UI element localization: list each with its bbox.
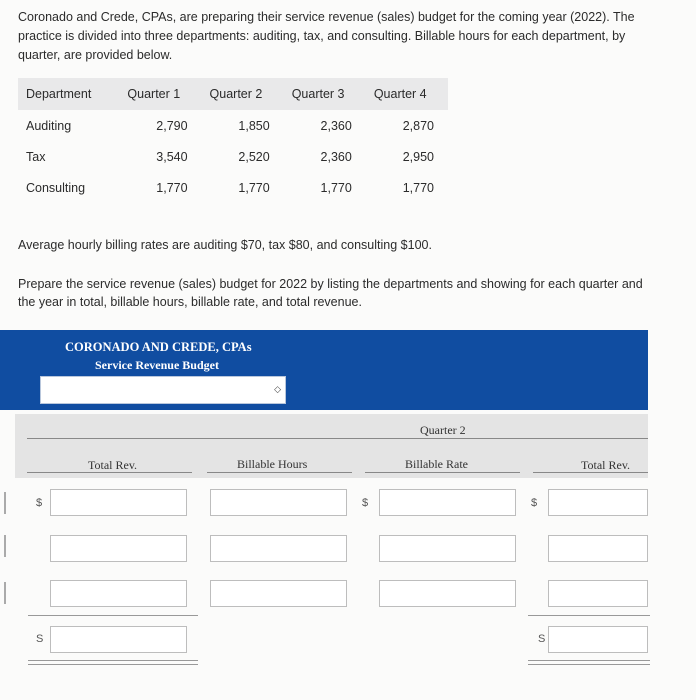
consulting-billable-hours-input[interactable] bbox=[210, 580, 347, 607]
dollar-sign: S bbox=[538, 633, 546, 645]
billable-hours-table bbox=[18, 78, 448, 203]
header-quarter-1: Quarter 1 bbox=[127, 87, 181, 101]
auditing-billable-hours-input[interactable] bbox=[210, 489, 347, 516]
header-quarter-3: Quarter 3 bbox=[291, 87, 345, 101]
subtotal-rule bbox=[28, 615, 198, 616]
consulting-total-rev-q1-input[interactable] bbox=[50, 580, 187, 607]
tax-total-rev-q1-input[interactable] bbox=[50, 535, 187, 562]
company-name: CORONADO AND CREDE, CPAs bbox=[65, 340, 252, 354]
instructions-text: Prepare the service revenue (sales) budget for 2022 by listing the departments and showing for each quarter and the year in total, billable hours, billable rate, and total revenue. bbox=[18, 277, 643, 309]
total-double-rule bbox=[528, 660, 650, 665]
department-cell: Auditing bbox=[26, 118, 72, 133]
header-quarter-4: Quarter 4 bbox=[373, 87, 427, 101]
table-row bbox=[18, 141, 448, 172]
select-chevron-icon: ◇ bbox=[274, 384, 281, 394]
tax-total-rev-q2-input[interactable] bbox=[548, 535, 648, 562]
budget-subtitle: Service Revenue Budget bbox=[95, 358, 219, 372]
consulting-billable-rate-input[interactable] bbox=[379, 580, 516, 607]
col-total-rev-q1: Total Rev. bbox=[88, 458, 138, 472]
hours-cell: 2,870 bbox=[402, 118, 434, 133]
dollar-sign: $ bbox=[531, 497, 538, 509]
col-total-rev-q2: Total Rev. bbox=[581, 458, 631, 472]
total-double-rule bbox=[28, 660, 198, 665]
hours-cell: 1,770 bbox=[320, 180, 352, 195]
col-billable-rate: Billable Rate bbox=[405, 457, 468, 471]
intro-paragraph: Coronado and Crede, CPAs, are preparing their service revenue (sales) budget for the coming year (2022). The practice is divided into three departments: auditing, tax, and consulting. Billable hours for each department, by quarter, are provided below. bbox=[18, 10, 635, 62]
hours-cell: 1,850 bbox=[238, 118, 270, 133]
dollar-sign: $ bbox=[362, 497, 369, 509]
subtotal-rule bbox=[528, 615, 650, 616]
header-rule bbox=[207, 438, 648, 439]
auditing-total-rev-q1-input[interactable] bbox=[50, 489, 187, 516]
column-header-band bbox=[15, 414, 648, 478]
hours-cell: 1,770 bbox=[238, 180, 270, 195]
total-rev-q2-input[interactable] bbox=[548, 626, 648, 653]
row-bracket bbox=[0, 582, 6, 604]
dollar-sign: $ bbox=[36, 497, 43, 509]
department-cell: Tax bbox=[26, 149, 46, 164]
department-cell: Consulting bbox=[26, 180, 86, 195]
consulting-total-rev-q2-input[interactable] bbox=[548, 580, 648, 607]
col-billable-hours: Billable Hours bbox=[237, 457, 308, 471]
billing-rates-text: Average hourly billing rates are auditing $70, tax $80, and consulting $100. bbox=[18, 238, 432, 252]
header-rule bbox=[207, 472, 352, 473]
hours-cell: 3,540 bbox=[156, 149, 188, 164]
row-bracket bbox=[0, 535, 6, 557]
auditing-billable-rate-input[interactable] bbox=[379, 489, 516, 516]
tax-billable-rate-input[interactable] bbox=[379, 535, 516, 562]
header-rule bbox=[365, 472, 520, 473]
hours-cell: 2,520 bbox=[238, 149, 270, 164]
auditing-total-rev-q2-input[interactable] bbox=[548, 489, 648, 516]
total-rev-q1-input[interactable] bbox=[50, 626, 187, 653]
period-select[interactable] bbox=[40, 376, 286, 404]
hours-cell: 2,950 bbox=[402, 149, 434, 164]
table-header-row bbox=[18, 78, 448, 110]
table-row bbox=[18, 110, 448, 141]
quarter-2-heading: Quarter 2 bbox=[420, 423, 466, 437]
dollar-sign: S bbox=[36, 633, 44, 645]
row-bracket bbox=[0, 492, 6, 514]
hours-cell: 2,790 bbox=[156, 118, 188, 133]
hours-cell: 2,360 bbox=[320, 118, 352, 133]
hours-cell: 2,360 bbox=[320, 149, 352, 164]
table-row bbox=[18, 172, 448, 203]
header-quarter-2: Quarter 2 bbox=[209, 87, 263, 101]
tax-billable-hours-input[interactable] bbox=[210, 535, 347, 562]
hours-cell: 1,770 bbox=[156, 180, 188, 195]
budget-title-banner bbox=[0, 330, 648, 410]
header-department: Department bbox=[26, 87, 92, 101]
hours-cell: 1,770 bbox=[402, 180, 434, 195]
header-rule bbox=[27, 438, 207, 439]
